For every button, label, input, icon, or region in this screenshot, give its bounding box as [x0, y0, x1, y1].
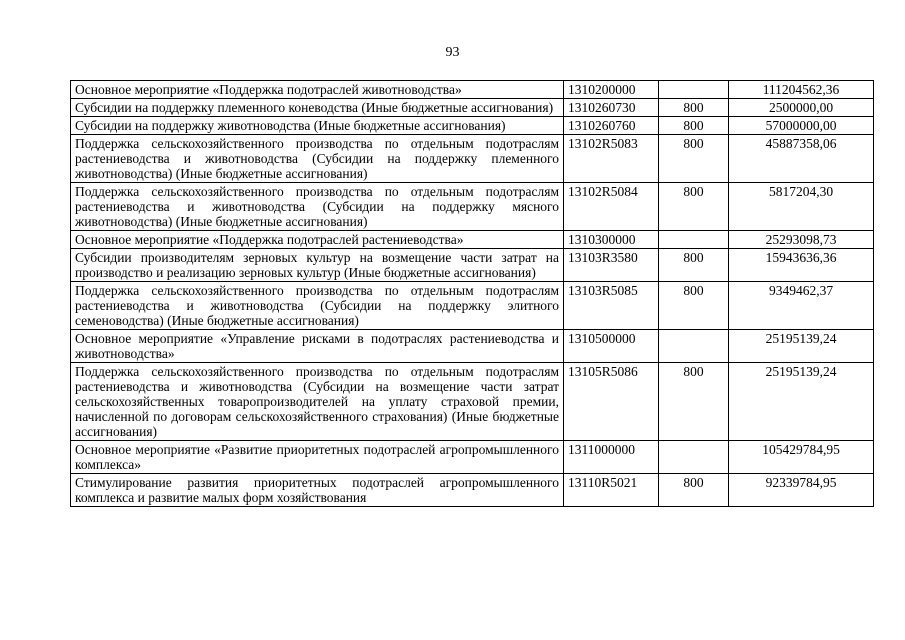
row-expense-type: 800	[659, 249, 729, 282]
row-code: 1311000000	[564, 441, 659, 474]
table-row	[71, 474, 874, 507]
row-name: Основное мероприятие «Поддержка подотраслей животноводства»	[71, 81, 564, 99]
row-name: Основное мероприятие «Развитие приоритетных подотраслей агропромышленного комплекса»	[71, 441, 564, 474]
row-amount: 2500000,00	[729, 99, 874, 117]
table-row	[71, 81, 874, 99]
table-row	[71, 183, 874, 231]
row-code: 13110R5021	[564, 474, 659, 507]
row-expense-type	[659, 231, 729, 249]
row-code: 13103R5085	[564, 282, 659, 330]
row-expense-type	[659, 81, 729, 99]
row-name: Субсидии производителям зерновых культур на возмещение части затрат на производство и реализацию зерновых культур (Иные бюджетные ассигнования)	[71, 249, 564, 282]
row-name: Поддержка сельскохозяйственного производства по отдельным подотраслям растениеводства и животноводства (Субсидии на поддержку элитного семеноводства) (Иные бюджетные ассигнования)	[71, 282, 564, 330]
row-name: Поддержка сельскохозяйственного производства по отдельным подотраслям растениеводства и животноводства (Субсидии на возмещение части затрат сельскохозяйственных товаропроизводителей на уплату страховой премии, начисленной по договорам сельскохозяйственного страхования) (Иные бюджетные ассигнования)	[71, 363, 564, 441]
row-amount: 92339784,95	[729, 474, 874, 507]
row-code: 1310260760	[564, 117, 659, 135]
table-row	[71, 330, 874, 363]
row-expense-type: 800	[659, 363, 729, 441]
row-name: Стимулирование развития приоритетных подотраслей агропромышленного комплекса и развитие малых форм хозяйствования	[71, 474, 564, 507]
row-amount: 5817204,30	[729, 183, 874, 231]
budget-table	[70, 80, 874, 507]
row-amount: 9349462,37	[729, 282, 874, 330]
row-code: 13105R5086	[564, 363, 659, 441]
table-row	[71, 117, 874, 135]
row-code: 13103R3580	[564, 249, 659, 282]
row-amount: 25195139,24	[729, 330, 874, 363]
table-row	[71, 282, 874, 330]
row-expense-type: 800	[659, 135, 729, 183]
row-code: 1310260730	[564, 99, 659, 117]
row-name: Субсидии на поддержку племенного коневодства (Иные бюджетные ассигнования)	[71, 99, 564, 117]
row-amount: 57000000,00	[729, 117, 874, 135]
table-row	[71, 249, 874, 282]
row-amount: 105429784,95	[729, 441, 874, 474]
row-amount: 25293098,73	[729, 231, 874, 249]
table-row	[71, 99, 874, 117]
row-expense-type: 800	[659, 282, 729, 330]
page-number: 93	[445, 45, 460, 60]
row-amount: 15943636,36	[729, 249, 874, 282]
table-row	[71, 231, 874, 249]
row-name: Основное мероприятие «Поддержка подотраслей растениеводства»	[71, 231, 564, 249]
row-code: 1310300000	[564, 231, 659, 249]
table-row	[71, 363, 874, 441]
row-expense-type	[659, 330, 729, 363]
row-expense-type: 800	[659, 99, 729, 117]
row-name: Субсидии на поддержку животноводства (Иные бюджетные ассигнования)	[71, 117, 564, 135]
row-name: Поддержка сельскохозяйственного производства по отдельным подотраслям растениеводства и животноводства (Субсидии на поддержку племенного животноводства) (Иные бюджетные ассигнования)	[71, 135, 564, 183]
row-amount: 45887358,06	[729, 135, 874, 183]
row-code: 13102R5083	[564, 135, 659, 183]
row-name: Поддержка сельскохозяйственного производства по отдельным подотраслям растениеводства и животноводства (Субсидии на поддержку мясного животноводства) (Иные бюджетные ассигнования)	[71, 183, 564, 231]
row-name: Основное мероприятие «Управление рисками в подотраслях растениеводства и животноводства»	[71, 330, 564, 363]
table-row	[71, 441, 874, 474]
row-amount: 25195139,24	[729, 363, 874, 441]
row-expense-type: 800	[659, 117, 729, 135]
row-code: 13102R5084	[564, 183, 659, 231]
row-code: 1310200000	[564, 81, 659, 99]
row-expense-type: 800	[659, 183, 729, 231]
row-expense-type	[659, 441, 729, 474]
row-code: 1310500000	[564, 330, 659, 363]
row-expense-type: 800	[659, 474, 729, 507]
table-row	[71, 135, 874, 183]
row-amount: 111204562,36	[729, 81, 874, 99]
